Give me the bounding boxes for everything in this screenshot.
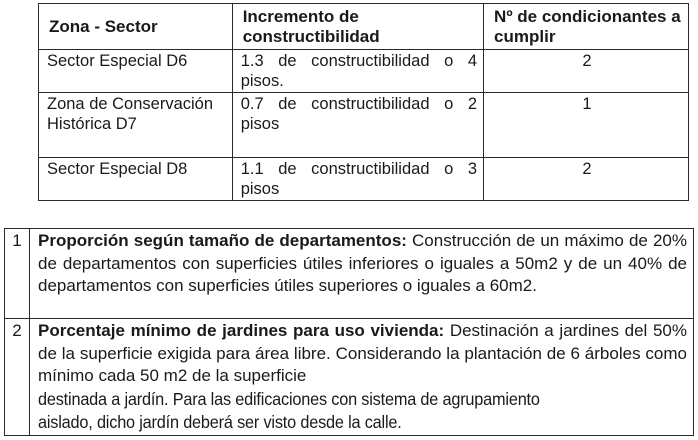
increment-cell: 1.3 de constructibilidad o 4 pisos.	[232, 50, 483, 93]
condition-title: Proporción según tamaño de departamentos:	[38, 231, 407, 250]
condition-number: 1	[5, 229, 30, 319]
zone-cell: Sector Especial D8	[39, 158, 233, 201]
condition-body: Destinación a jardines del 50% de la superficie exigida para área libre. Considerando la plantación de 6 árboles como mínimo cada 50 m2 de la superficie	[38, 321, 687, 385]
header-increment: Incremento de constructibilidad	[232, 4, 483, 50]
table-row	[39, 158, 689, 201]
condition-row	[5, 319, 694, 436]
condition-body-continued: aislado, dicho jardín deberá ser visto desde la calle.	[38, 412, 402, 432]
zone-cell: Zona de Conservación Histórica D7	[39, 93, 233, 158]
conditions-table	[4, 228, 694, 436]
table-row	[39, 93, 689, 158]
increment-cell: 1.1 de constructibilidad o 3 pisos	[232, 158, 483, 201]
zones-table	[38, 3, 689, 201]
zones-header-row	[39, 4, 689, 50]
condition-body: Construcción de un máximo de 20% de departamentos con superficies útiles inferiores o iguales a 50m2 y de un 40% de departamentos con superficies útiles superiores o iguales a 60m2.	[38, 231, 687, 295]
conditions-cell: 1	[484, 93, 689, 158]
conditions-cell: 2	[484, 50, 689, 93]
header-zone: Zona - Sector	[39, 4, 233, 50]
condition-row	[5, 229, 694, 319]
conditions-cell: 2	[484, 158, 689, 201]
condition-number: 2	[5, 319, 30, 436]
table-row	[39, 50, 689, 93]
zone-cell: Sector Especial D6	[39, 50, 233, 93]
condition-text	[30, 319, 694, 436]
header-conditions: Nº de condicionantes a cumplir	[484, 4, 689, 50]
increment-cell: 0.7 de constructibilidad o 2 pisos	[232, 93, 483, 158]
condition-title: Porcentaje mínimo de jardines para uso vivienda:	[38, 321, 445, 340]
condition-body-continued: destinada a jardín. Para las edificaciones con sistema de agrupamiento	[38, 388, 540, 409]
condition-text	[30, 229, 694, 319]
